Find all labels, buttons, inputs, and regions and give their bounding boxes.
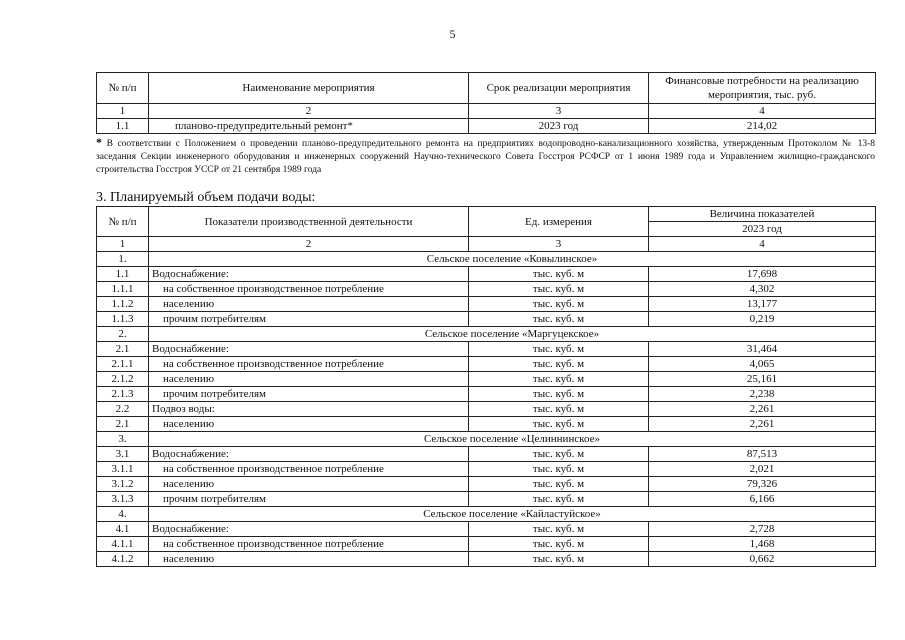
- unit-cell: тыс. куб. м: [469, 387, 649, 402]
- header-cell: Срок реализации мероприятия: [469, 73, 649, 104]
- unit-cell: тыс. куб. м: [469, 372, 649, 387]
- indicator-name: прочим потребителям: [149, 312, 469, 327]
- header-cell: Величина показателей: [649, 207, 876, 222]
- table-row: [97, 477, 876, 492]
- unit-cell: тыс. куб. м: [469, 537, 649, 552]
- table-row: [97, 119, 876, 134]
- unit-cell: тыс. куб. м: [469, 477, 649, 492]
- indicator-name: населению: [149, 372, 469, 387]
- header-cell: Ед. измерения: [469, 207, 649, 237]
- header-cell: Финансовые потребности на реализацию мероприятия, тыс. руб.: [649, 73, 876, 104]
- table-row: [97, 417, 876, 432]
- table-row: [97, 267, 876, 282]
- unit-cell: тыс. куб. м: [469, 342, 649, 357]
- unit-cell: тыс. куб. м: [469, 402, 649, 417]
- value-cell: 2,238: [649, 387, 876, 402]
- unit-cell: тыс. куб. м: [469, 297, 649, 312]
- event-term: 2023 год: [469, 119, 649, 134]
- indicator-name: на собственное производственное потребление: [149, 462, 469, 477]
- indicator-name: Водоснабжение:: [149, 522, 469, 537]
- header-cell: Показатели производственной деятельности: [149, 207, 469, 237]
- settlement-row: [97, 507, 876, 522]
- column-number-row: [97, 237, 876, 252]
- indicator-name: Подвоз воды:: [149, 402, 469, 417]
- unit-cell: тыс. куб. м: [469, 522, 649, 537]
- table-row: [97, 492, 876, 507]
- table-row: [97, 462, 876, 477]
- row-number: 3.1.3: [97, 492, 149, 507]
- value-cell: 4,302: [649, 282, 876, 297]
- settlement-name: Сельское поселение «Кайластуйское»: [149, 507, 876, 522]
- water-supply-table: [96, 206, 876, 567]
- header-cell: Наименование мероприятия: [149, 73, 469, 104]
- row-number: 3.1: [97, 447, 149, 462]
- row-number: 1.: [97, 252, 149, 267]
- page-number: 5: [449, 27, 456, 41]
- table-row: [97, 282, 876, 297]
- value-cell: 79,326: [649, 477, 876, 492]
- value-cell: 87,513: [649, 447, 876, 462]
- footnote-text: В соответствии с Положением о проведении планово-предупредительного ремонта на предприятиях водопроводно-канализационного хозяйства, утвержденным Протоколом № 13-8 заседания Секции инженерного оборудования и инженерных сооружений Научно-технического Совета Госстроя РСФСР от 1 июня 1989 года и Управлением жилищно-гражданского строительства Госстроя УССР от 21 сентября 1989 года: [96, 139, 876, 175]
- row-number: 2.2: [97, 402, 149, 417]
- indicator-name: Водоснабжение:: [149, 447, 469, 462]
- row-number: 3.: [97, 432, 149, 447]
- header-cell: № п/п: [97, 73, 149, 104]
- table-row: [97, 402, 876, 417]
- settlement-row: [97, 252, 876, 267]
- column-number: 1: [97, 237, 149, 252]
- indicator-name: на собственное производственное потребление: [149, 537, 469, 552]
- events-table: [96, 72, 876, 134]
- row-number: 1.1: [97, 267, 149, 282]
- value-cell: 31,464: [649, 342, 876, 357]
- section-title: 3. Планируемый объем подачи воды:: [96, 190, 316, 205]
- indicator-name: населению: [149, 297, 469, 312]
- indicator-name: населению: [149, 477, 469, 492]
- indicator-name: на собственное производственное потребление: [149, 357, 469, 372]
- value-cell: 13,177: [649, 297, 876, 312]
- row-number: 2.1.3: [97, 387, 149, 402]
- unit-cell: тыс. куб. м: [469, 357, 649, 372]
- table-header-row: [97, 73, 876, 104]
- indicator-name: Водоснабжение:: [149, 342, 469, 357]
- unit-cell: тыс. куб. м: [469, 552, 649, 567]
- table-row: [97, 387, 876, 402]
- settlement-row: [97, 327, 876, 342]
- footnote: [96, 136, 875, 177]
- unit-cell: тыс. куб. м: [469, 282, 649, 297]
- indicator-name: Водоснабжение:: [149, 267, 469, 282]
- indicator-name: прочим потребителям: [149, 387, 469, 402]
- column-number: 1: [97, 104, 149, 119]
- value-cell: 25,161: [649, 372, 876, 387]
- row-number: 2.1: [97, 417, 149, 432]
- header-cell: 2023 год: [649, 222, 876, 237]
- column-number: 4: [649, 237, 876, 252]
- value-cell: 4,065: [649, 357, 876, 372]
- table-row: [97, 372, 876, 387]
- value-cell: 6,166: [649, 492, 876, 507]
- row-number: 2.1.1: [97, 357, 149, 372]
- event-name: планово-предупредительный ремонт*: [149, 119, 469, 134]
- column-number: 3: [469, 104, 649, 119]
- row-number: 2.: [97, 327, 149, 342]
- row-number: 3.1.2: [97, 477, 149, 492]
- row-number: 1.1.3: [97, 312, 149, 327]
- indicator-name: прочим потребителям: [149, 492, 469, 507]
- indicator-name: населению: [149, 552, 469, 567]
- value-cell: 0,219: [649, 312, 876, 327]
- settlement-name: Сельское поселение «Ковылинское»: [149, 252, 876, 267]
- footnote-mark: *: [96, 135, 102, 149]
- value-cell: 0,662: [649, 552, 876, 567]
- unit-cell: тыс. куб. м: [469, 267, 649, 282]
- column-number: 4: [649, 104, 876, 119]
- settlement-name: Сельское поселение «Маргуцекское»: [149, 327, 876, 342]
- unit-cell: тыс. куб. м: [469, 492, 649, 507]
- table-row: [97, 342, 876, 357]
- settlement-row: [97, 432, 876, 447]
- row-number: 4.: [97, 507, 149, 522]
- row-number: 1.1.1: [97, 282, 149, 297]
- event-cost: 214,02: [649, 119, 876, 134]
- column-number: 2: [149, 104, 469, 119]
- row-number: 4.1.2: [97, 552, 149, 567]
- row-number: 2.1.2: [97, 372, 149, 387]
- table-row: [97, 357, 876, 372]
- row-number: 1.1.2: [97, 297, 149, 312]
- value-cell: 2,021: [649, 462, 876, 477]
- row-number: 2.1: [97, 342, 149, 357]
- indicator-name: на собственное производственное потребление: [149, 282, 469, 297]
- value-cell: 2,261: [649, 417, 876, 432]
- column-number: 2: [149, 237, 469, 252]
- table-row: [97, 522, 876, 537]
- table-row: [97, 537, 876, 552]
- row-number: 1.1: [97, 119, 149, 134]
- row-number: 4.1: [97, 522, 149, 537]
- unit-cell: тыс. куб. м: [469, 417, 649, 432]
- table-body: [97, 252, 876, 567]
- table-row: [97, 297, 876, 312]
- value-cell: 2,728: [649, 522, 876, 537]
- column-number: 3: [469, 237, 649, 252]
- unit-cell: тыс. куб. м: [469, 447, 649, 462]
- table-row: [97, 447, 876, 462]
- value-cell: 17,698: [649, 267, 876, 282]
- header-cell: № п/п: [97, 207, 149, 237]
- table-header-row: [97, 207, 876, 222]
- row-number: 4.1.1: [97, 537, 149, 552]
- unit-cell: тыс. куб. м: [469, 312, 649, 327]
- value-cell: 2,261: [649, 402, 876, 417]
- row-number: 3.1.1: [97, 462, 149, 477]
- unit-cell: тыс. куб. м: [469, 462, 649, 477]
- table-row: [97, 552, 876, 567]
- value-cell: 1,468: [649, 537, 876, 552]
- column-number-row: [97, 104, 876, 119]
- indicator-name: населению: [149, 417, 469, 432]
- table-row: [97, 312, 876, 327]
- settlement-name: Сельское поселение «Целиннинское»: [149, 432, 876, 447]
